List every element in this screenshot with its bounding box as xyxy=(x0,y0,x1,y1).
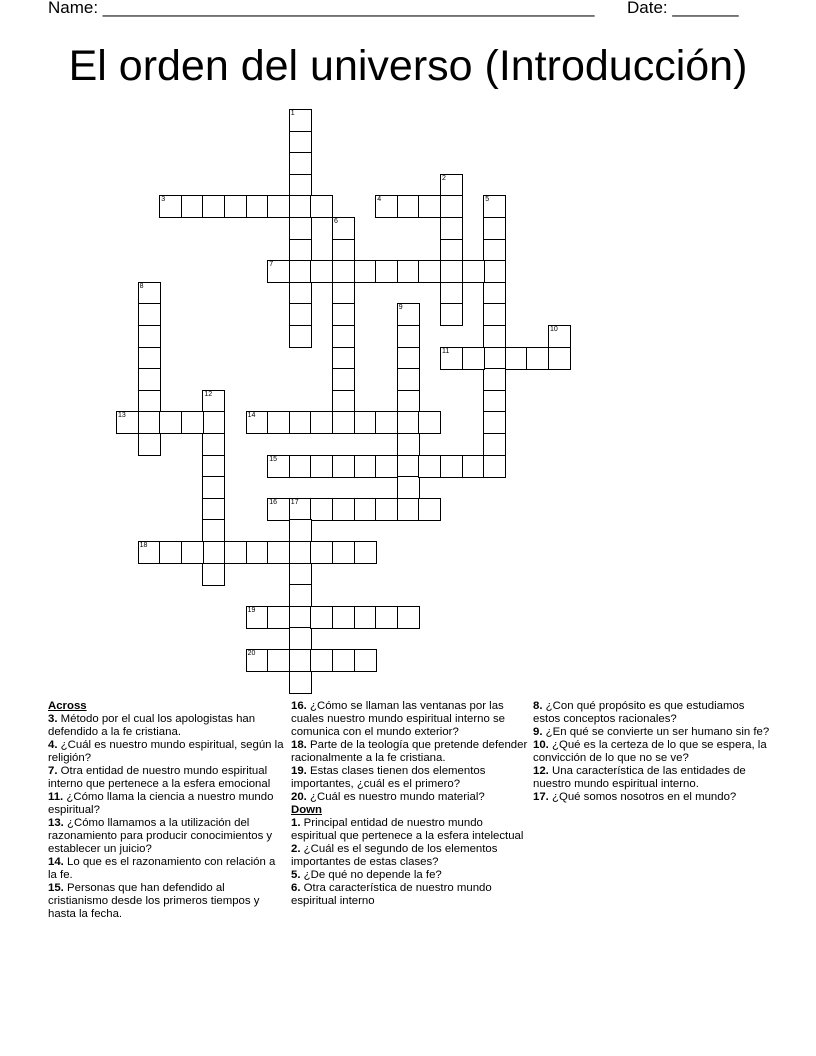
crossword-cell[interactable] xyxy=(181,541,204,564)
crossword-cell[interactable] xyxy=(440,195,463,218)
crossword-cell[interactable] xyxy=(332,282,355,305)
clue-item-text: ¿Con qué propósito es que estudiamos estos conceptos racionales? xyxy=(533,700,745,725)
crossword-cell[interactable] xyxy=(202,563,225,586)
crossword-cell[interactable] xyxy=(397,325,420,348)
crossword-cell[interactable] xyxy=(375,411,398,434)
crossword-cell[interactable] xyxy=(375,260,398,283)
clue-item-text: Método por el cual los apologistas han defendido a la fe cristiana. xyxy=(48,713,256,738)
clue-item-text: Otra entidad de nuestro mundo espiritual interno que pertenece a la esfera emocional xyxy=(48,765,271,790)
clue-item-number: 1. xyxy=(291,817,301,829)
crossword-cell[interactable] xyxy=(289,649,312,672)
crossword-cell[interactable] xyxy=(289,217,312,240)
crossword-cell[interactable] xyxy=(138,347,161,370)
crossword-cell[interactable] xyxy=(505,347,528,370)
crossword-cell[interactable] xyxy=(202,498,225,521)
crossword-cell[interactable] xyxy=(397,455,420,478)
clue-item xyxy=(291,817,529,843)
crossword-cell[interactable] xyxy=(483,260,506,283)
crossword-cell[interactable] xyxy=(138,433,161,456)
crossword-cell[interactable] xyxy=(397,347,420,370)
clue-item xyxy=(48,817,286,856)
clue-item-text: Lo que es el razonamiento con relación a la fe. xyxy=(48,856,276,881)
clue-item-number: 8. xyxy=(533,700,543,712)
clue-item-number: 7. xyxy=(48,765,58,777)
clue-item-text: Estas clases tienen dos elementos importantes, ¿cuál es el primero? xyxy=(291,765,486,790)
crossword-cell[interactable] xyxy=(418,455,441,478)
crossword-cell[interactable] xyxy=(397,476,420,499)
crossword-cell[interactable] xyxy=(138,411,161,434)
crossword-cell[interactable] xyxy=(483,303,506,326)
crossword-cell[interactable] xyxy=(310,649,333,672)
crossword-cell[interactable] xyxy=(267,411,290,434)
clue-number: 3 xyxy=(161,196,166,204)
clue-item xyxy=(48,713,286,739)
crossword-cell[interactable] xyxy=(354,541,377,564)
crossword-cell[interactable] xyxy=(397,498,420,521)
crossword-cell[interactable] xyxy=(202,455,225,478)
clue-item xyxy=(291,739,529,765)
crossword-cell[interactable] xyxy=(138,325,161,348)
crossword-cell[interactable] xyxy=(418,195,441,218)
clue-item xyxy=(291,869,529,882)
crossword-cell[interactable] xyxy=(354,260,377,283)
clue-item-text: Principal entidad de nuestro mundo espiritual que pertenece a la esfera intelectual xyxy=(291,817,524,842)
clue-item-text: ¿Cuál es nuestro mundo espiritual, según la religión? xyxy=(48,739,284,764)
clue-item-text: ¿Cómo llama la ciencia a nuestro mundo espiritual? xyxy=(48,791,274,816)
crossword-cell[interactable] xyxy=(289,325,312,348)
crossword-cell[interactable] xyxy=(202,476,225,499)
clue-item-number: 12. xyxy=(533,765,549,777)
clue-item-text: ¿Qué es la certeza de lo que se espera, la convicción de lo que no se ve? xyxy=(533,739,767,764)
clue-number: 8 xyxy=(139,282,144,290)
crossword-cell[interactable] xyxy=(289,455,312,478)
crossword-cell[interactable] xyxy=(397,260,420,283)
crossword-cell[interactable] xyxy=(202,541,225,564)
clue-number: 11 xyxy=(442,347,450,355)
clue-item-text: Una característica de las entidades de nuestro mundo espiritual interno. xyxy=(533,765,746,790)
crossword-cell[interactable] xyxy=(289,541,312,564)
clue-item-number: 2. xyxy=(291,843,301,855)
name-field-label: Name: ____________________________________________________ xyxy=(48,0,595,17)
clue-number: 1 xyxy=(290,110,295,117)
crossword-cell[interactable] xyxy=(289,606,312,629)
clue-item-number: 19. xyxy=(291,765,307,777)
clues-column-2 xyxy=(291,700,529,908)
crossword-cell[interactable] xyxy=(159,541,182,564)
clue-item xyxy=(533,765,771,791)
crossword-cell[interactable] xyxy=(483,217,506,240)
clue-item-text: ¿Cuál es nuestro mundo material? xyxy=(310,791,485,803)
clue-number: 18 xyxy=(139,542,148,549)
clue-number: 6 xyxy=(334,218,338,225)
clue-item xyxy=(291,765,529,791)
crossword-cell[interactable] xyxy=(483,195,506,218)
clue-item-number: 15. xyxy=(48,882,64,894)
clue-item-number: 5. xyxy=(291,869,301,881)
crossword-cell[interactable] xyxy=(375,498,398,521)
crossword-cell[interactable] xyxy=(483,347,506,370)
crossword-cell[interactable] xyxy=(354,498,377,521)
clue-item xyxy=(291,843,529,869)
clue-item xyxy=(291,791,529,804)
crossword-cell[interactable] xyxy=(397,390,420,413)
crossword-cell[interactable] xyxy=(138,303,161,326)
clue-number: 15 xyxy=(269,455,277,463)
crossword-cell[interactable] xyxy=(267,260,290,283)
clue-item xyxy=(48,791,286,817)
crossword-cell[interactable] xyxy=(289,303,312,326)
crossword-cell[interactable] xyxy=(289,563,312,586)
crossword-cell[interactable] xyxy=(246,541,269,564)
clue-number: 19 xyxy=(247,606,256,614)
crossword-cell[interactable] xyxy=(354,649,377,672)
crossword-cell[interactable] xyxy=(483,433,506,456)
crossword-cell[interactable] xyxy=(289,239,312,262)
crossword-cell[interactable] xyxy=(181,195,204,218)
crossword-cell[interactable] xyxy=(267,541,290,564)
crossword-cell[interactable] xyxy=(267,195,290,218)
crossword-cell[interactable] xyxy=(267,649,290,672)
crossword-cell[interactable] xyxy=(289,584,312,607)
crossword-cell[interactable] xyxy=(462,347,485,370)
clue-number: 2 xyxy=(442,174,446,182)
clue-item xyxy=(533,700,771,726)
crossword-cell[interactable] xyxy=(310,606,333,629)
crossword-cell[interactable] xyxy=(332,368,355,391)
clue-item-text: Parte de la teología que pretende defender racionalmente a la fe cristiana. xyxy=(291,739,528,764)
crossword-cell[interactable] xyxy=(310,498,333,521)
crossword-cell[interactable] xyxy=(181,411,204,434)
crossword-cell[interactable] xyxy=(375,195,398,218)
crossword-cell[interactable] xyxy=(289,498,312,521)
clues-column-3 xyxy=(533,700,771,804)
crossword-cell[interactable] xyxy=(332,217,355,240)
crossword-cell[interactable] xyxy=(246,195,269,218)
crossword-cell[interactable] xyxy=(397,368,420,391)
clue-number: 13 xyxy=(118,412,126,420)
crossword-cell[interactable] xyxy=(375,606,398,629)
crossword-cell[interactable] xyxy=(138,282,161,305)
clue-number: 14 xyxy=(247,412,256,420)
crossword-cell[interactable] xyxy=(332,347,355,370)
clue-number: 12 xyxy=(204,390,213,398)
crossword-cell[interactable] xyxy=(289,671,312,694)
crossword-cell[interactable] xyxy=(375,455,398,478)
crossword-cell[interactable] xyxy=(397,195,420,218)
clue-item xyxy=(48,856,286,882)
crossword-cell[interactable] xyxy=(289,260,312,283)
crossword-cell[interactable] xyxy=(440,455,463,478)
crossword-cell[interactable] xyxy=(483,455,506,478)
crossword-cell[interactable] xyxy=(116,411,139,434)
clue-item-text: ¿Cuál es el segundo de los elementos importantes de estas clases? xyxy=(291,843,498,868)
crossword-cell[interactable] xyxy=(289,174,312,197)
crossword-cell[interactable] xyxy=(440,174,463,197)
crossword-cell[interactable] xyxy=(483,325,506,348)
crossword-cell[interactable] xyxy=(310,541,333,564)
crossword-cell[interactable] xyxy=(418,260,441,283)
clue-item-text: ¿Cómo se llaman las ventanas por las cuales nuestro mundo espiritual interno se comunica con el mundo exterior? xyxy=(291,700,506,738)
crossword-cell[interactable] xyxy=(332,239,355,262)
crossword-cell[interactable] xyxy=(202,390,225,413)
crossword-cell[interactable] xyxy=(483,282,506,305)
crossword-cell[interactable] xyxy=(332,390,355,413)
crossword-cell[interactable] xyxy=(397,606,420,629)
clue-item-number: 18. xyxy=(291,739,307,751)
crossword-cell[interactable] xyxy=(483,368,506,391)
crossword-cell[interactable] xyxy=(418,498,441,521)
clue-number: 4 xyxy=(377,196,382,204)
crossword-cell[interactable] xyxy=(267,606,290,629)
crossword-cell[interactable] xyxy=(267,455,290,478)
clue-number: 17 xyxy=(290,498,299,506)
date-field-label: Date: _______ xyxy=(627,0,739,17)
clue-item xyxy=(533,739,771,765)
clue-number: 10 xyxy=(550,326,558,333)
crossword-cell[interactable] xyxy=(289,282,312,305)
crossword-cell[interactable] xyxy=(418,411,441,434)
clue-item xyxy=(48,765,286,791)
crossword-cell[interactable] xyxy=(440,217,463,240)
across-heading: Across xyxy=(48,700,87,712)
clue-item-text: ¿Qué somos nosotros en el mundo? xyxy=(552,791,737,803)
crossword-cell[interactable] xyxy=(440,303,463,326)
crossword-cell[interactable] xyxy=(332,455,355,478)
crossword-cell[interactable] xyxy=(354,455,377,478)
crossword-cell[interactable] xyxy=(548,347,571,370)
crossword-cell[interactable] xyxy=(332,498,355,521)
crossword-cell[interactable] xyxy=(159,195,182,218)
clue-item-text: Otra característica de nuestro mundo espiritual interno xyxy=(291,882,492,907)
crossword-cell[interactable] xyxy=(332,649,355,672)
clue-item xyxy=(48,739,286,765)
crossword-cell[interactable] xyxy=(159,411,182,434)
clue-item-number: 4. xyxy=(48,739,58,751)
crossword-cell[interactable] xyxy=(138,390,161,413)
clue-item-number: 6. xyxy=(291,882,301,894)
crossword-cell[interactable] xyxy=(332,411,355,434)
clue-number: 5 xyxy=(485,196,490,204)
crossword-cell[interactable] xyxy=(289,519,312,542)
crossword-cell[interactable] xyxy=(310,195,333,218)
crossword-cell[interactable] xyxy=(289,131,312,154)
crossword-cell[interactable] xyxy=(289,109,312,132)
down-heading: Down xyxy=(291,804,323,816)
crossword-cell[interactable] xyxy=(267,498,290,521)
crossword-cell[interactable] xyxy=(397,411,420,434)
crossword-cell[interactable] xyxy=(310,455,333,478)
clue-item-number: 20. xyxy=(291,791,307,803)
clue-item xyxy=(533,791,771,804)
crossword-cell[interactable] xyxy=(440,347,463,370)
crossword-cell[interactable] xyxy=(332,325,355,348)
crossword-cell[interactable] xyxy=(138,541,161,564)
clue-item-text: ¿En qué se convierte un ser humano sin fe? xyxy=(545,726,770,738)
crossword-cell[interactable] xyxy=(332,606,355,629)
crossword-cell[interactable] xyxy=(289,152,312,175)
clue-item-text: ¿Cómo llamamos a la utilización del razonamiento para producir conocimientos y establecer un juicio? xyxy=(48,817,273,855)
clue-item-number: 14. xyxy=(48,856,64,868)
crossword-cell[interactable] xyxy=(354,411,377,434)
crossword-cell[interactable] xyxy=(332,541,355,564)
crossword-cell[interactable] xyxy=(462,260,485,283)
clue-item-number: 17. xyxy=(533,791,549,803)
crossword-cell[interactable] xyxy=(483,239,506,262)
clue-item xyxy=(291,882,529,908)
crossword-cell[interactable] xyxy=(224,541,247,564)
clue-item-number: 16. xyxy=(291,700,307,712)
crossword-cell[interactable] xyxy=(246,411,269,434)
crossword-cell[interactable] xyxy=(440,282,463,305)
clue-number: 16 xyxy=(269,498,277,506)
clue-item-number: 13. xyxy=(48,817,64,829)
crossword-cell[interactable] xyxy=(138,368,161,391)
crossword-cell[interactable] xyxy=(354,606,377,629)
crossword-cell[interactable] xyxy=(332,303,355,326)
crossword-cell[interactable] xyxy=(548,325,571,348)
crossword-cell[interactable] xyxy=(224,195,247,218)
crossword-cell[interactable] xyxy=(440,260,463,283)
crossword-cell[interactable] xyxy=(202,519,225,542)
clue-item-number: 10. xyxy=(533,739,549,751)
clue-item-text: Personas que han defendido al cristianismo desde los primeros tiempos y hasta la fecha. xyxy=(48,882,260,920)
crossword-cell[interactable] xyxy=(246,606,269,629)
crossword-cell[interactable] xyxy=(526,347,549,370)
crossword-cell[interactable] xyxy=(202,433,225,456)
clue-item xyxy=(48,882,286,921)
crossword-cell[interactable] xyxy=(462,455,485,478)
crossword-cell[interactable] xyxy=(289,627,312,650)
crossword-cell[interactable] xyxy=(202,411,225,434)
clue-number: 7 xyxy=(269,261,274,269)
clue-item xyxy=(291,700,529,739)
clue-number: 9 xyxy=(398,304,403,312)
crossword-cell[interactable] xyxy=(310,411,333,434)
clue-item xyxy=(533,726,771,739)
crossword-cell[interactable] xyxy=(397,303,420,326)
crossword-cell[interactable] xyxy=(289,195,312,218)
crossword-cell[interactable] xyxy=(202,195,225,218)
clue-item-text: ¿De qué no depende la fe? xyxy=(303,869,442,881)
crossword-cell[interactable] xyxy=(246,649,269,672)
crossword-cell[interactable] xyxy=(440,239,463,262)
clues-column-1 xyxy=(48,700,286,921)
crossword-cell[interactable] xyxy=(483,390,506,413)
crossword-cell[interactable] xyxy=(483,411,506,434)
clue-item-number: 9. xyxy=(533,726,543,738)
crossword-cell[interactable] xyxy=(289,411,312,434)
crossword-cell[interactable] xyxy=(310,260,333,283)
clue-item-number: 11. xyxy=(48,791,64,803)
page-title: El orden del universo (Introducción) xyxy=(68,42,748,90)
crossword-cell[interactable] xyxy=(397,433,420,456)
crossword-cell[interactable] xyxy=(332,260,355,283)
clue-item-number: 3. xyxy=(48,713,58,725)
clue-number: 20 xyxy=(247,650,256,657)
